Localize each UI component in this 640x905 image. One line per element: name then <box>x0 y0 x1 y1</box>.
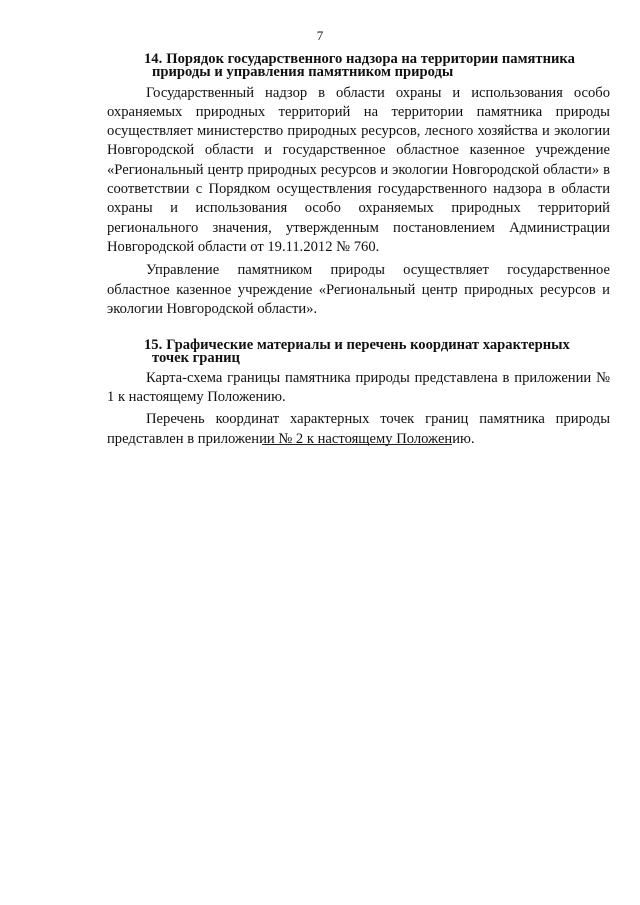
section-15-number: 15. <box>144 337 163 354</box>
section-14-paragraph-2: Управление памятником природы осуществляет государственное областное казенное учреждение «Региональный центр природных ресурсов и экологии Новгородской области». <box>107 262 610 317</box>
section-14-paragraph-1: Государственный надзор в области охраны и использования особо охраняемых природных территорий на территории памятника природы осуществляет министерство природных ресурсов, лесного хозяйства и экологии Новгородской области и государственное областное казенное учреждение «Региональный центр природных ресурсов и экологии Новгородской области» в соответствии с Порядком осуществления государственного надзора в области охраны и использования особо охраняемых природных территорий регионального значения, утвержденным постановлением Администрации Новгородской области от 19.11.2012 № 760. <box>107 84 610 255</box>
end-divider-line <box>262 444 452 445</box>
section-14-title-line2: природы и управления памятником природы <box>152 63 454 80</box>
section-14-number: 14. <box>144 51 163 67</box>
section-15-title-line2: точек границ <box>152 349 240 366</box>
section-14-heading <box>107 53 610 79</box>
section-15-paragraph-2: Перечень координат характерных точек границ памятника природы представлен в приложении № 2 к настоящему Положению. <box>107 411 610 447</box>
page-number: 7 <box>316 28 324 43</box>
section-14-title-line1: Порядок государственного надзора на территории памятника <box>166 51 575 67</box>
section-15-heading <box>107 339 610 365</box>
section-15-title-line1: Графические материалы и перечень координат характерных <box>166 337 570 354</box>
section-15-paragraph-1: Карта-схема границы памятника природы представлена в приложении № 1 к настоящему Положению. <box>107 369 610 406</box>
document-body <box>107 53 610 449</box>
